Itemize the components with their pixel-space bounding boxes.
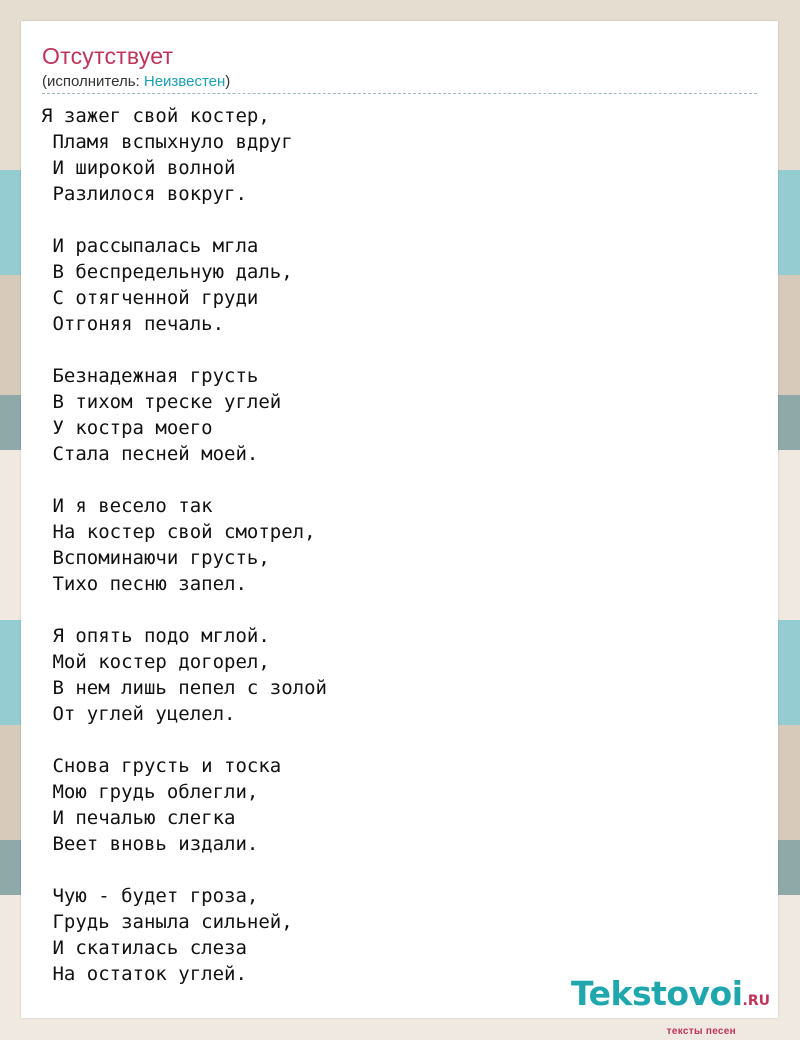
- artist-line: [42, 73, 230, 90]
- artist-link[interactable]: Неизвестен: [143, 73, 226, 90]
- logo-tagline: тексты песен: [666, 1026, 736, 1037]
- artist-suffix: ): [225, 73, 231, 90]
- logo-name: Tekstovoi: [570, 974, 743, 1013]
- logo-tld: .RU: [742, 993, 770, 1009]
- dashed-divider: [42, 93, 757, 94]
- lyrics-card: [21, 21, 778, 1037]
- song-title: Отсутствует: [42, 43, 174, 69]
- artist-prefix: (исполнитель:: [42, 73, 144, 90]
- site-logo[interactable]: [570, 974, 770, 1037]
- lyrics-text: Я зажег свой костер, Пламя вспыхнуло вдруг И широкой волной Разлилося вокруг. И рассыпалась мгла В беспредельную даль, С отягченной груди Отгоняя печаль. Безнадежная грусть В тихом треске углей У костра моего Стала песней моей. И я весело так На костер свой смотрел, Вспоминаючи грусть, Тихо песню запел. Я опять подо мглой. Мой костер догорел, В нем лишь пепел с золой От углей уцелел. Снова грусть и тоска Мою грудь облегли, И печалью слегка Веет вновь издали. Чую - будет гроза, Грудь заныла сильней, И скатилась слеза На остаток углей.: [41, 105, 327, 985]
